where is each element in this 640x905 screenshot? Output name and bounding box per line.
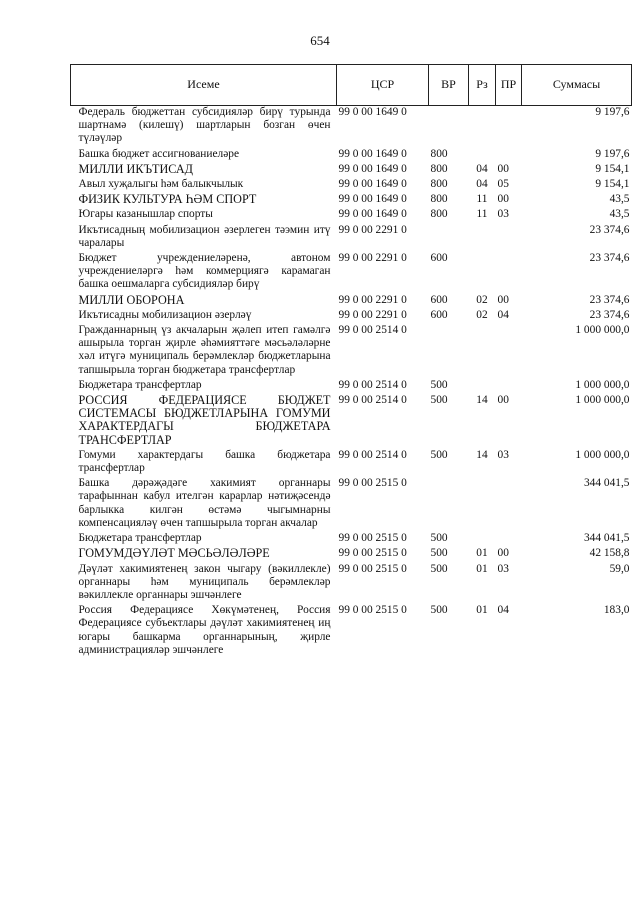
table-row	[71, 449, 632, 477]
row-rz-cell: 01	[476, 604, 488, 617]
row-sum-cell: 9 197,6	[595, 106, 630, 118]
row-vr-cell: 500	[430, 378, 448, 391]
row-rz-cell: 04	[476, 162, 488, 175]
row-pr-cell	[496, 324, 522, 379]
row-name-cell: Гражданнарның үз акчаларын җәлеп итеп гамәлгә ашырыла торган җирле әһәмияттәге мәсьәләләрне хәл итүгә муниципаль берәмлекләр бюджетларына тапшырыла торган бюджетара трансфертлар	[78, 324, 331, 376]
row-rz-cell	[469, 252, 496, 294]
header-name: Исеме	[71, 65, 337, 106]
row-name-cell: РОССИЯ ФЕДЕРАЦИЯСЕ БЮДЖЕТ СИСТЕМАСЫ БЮДЖЕТЛАРЫНА ГОМУМИ ХАРАКТЕРДАГЫ БЮДЖЕТАРА ТРАНСФЕРТЛАР	[78, 393, 331, 447]
row-pr-cell: 03	[497, 562, 509, 575]
row-vr-cell	[429, 224, 469, 252]
row-vr-cell: 500	[430, 448, 448, 461]
row-pr-cell: 03	[497, 208, 509, 221]
row-pr-cell: 00	[497, 162, 509, 175]
row-pr-cell: 00	[497, 293, 509, 306]
table-row	[71, 532, 632, 547]
row-csr-cell: 99 0 00 2291 0	[338, 308, 407, 321]
row-csr-cell: 99 0 00 2514 0	[338, 448, 407, 461]
table-body	[71, 106, 632, 659]
row-csr-cell: 99 0 00 2291 0	[338, 223, 407, 236]
row-rz-cell: 01	[476, 547, 488, 560]
row-name-cell: ФИЗИК КУЛЬТУРА ҺӘМ СПОРТ	[78, 192, 257, 207]
row-vr-cell: 800	[430, 147, 448, 160]
row-sum-cell: 59,0	[609, 562, 630, 575]
row-sum-cell: 42 158,8	[589, 547, 630, 560]
row-pr-cell: 00	[497, 547, 509, 560]
row-name-cell: Башка бюджет ассигнованиеләре	[78, 147, 240, 160]
row-csr-cell: 99 0 00 1649 0	[338, 106, 407, 118]
row-sum-cell: 183,0	[603, 604, 630, 617]
row-pr-cell: 00	[497, 394, 509, 407]
budget-table	[70, 64, 632, 659]
row-vr-cell: 500	[430, 562, 448, 575]
header-csr: ЦСР	[337, 65, 429, 106]
row-sum-cell: 9 154,1	[595, 162, 630, 175]
table-row	[71, 252, 632, 294]
table-row	[71, 547, 632, 562]
row-vr-cell: 500	[430, 532, 448, 545]
row-csr-cell: 99 0 00 2291 0	[338, 293, 407, 306]
row-sum-cell: 23 374,6	[589, 308, 630, 321]
table-row	[71, 224, 632, 252]
table-row	[71, 563, 632, 605]
row-vr-cell: 600	[430, 308, 448, 321]
table-row	[71, 163, 632, 178]
row-pr-cell: 04	[497, 308, 509, 321]
row-sum-cell: 23 374,6	[589, 252, 630, 265]
row-csr-cell: 99 0 00 1649 0	[338, 162, 407, 175]
row-pr-cell: 03	[497, 448, 509, 461]
row-name-cell: ГОМУМДӘҮЛӘТ МӘСЬӘЛӘЛӘРЕ	[78, 546, 270, 561]
row-pr-cell: 04	[497, 604, 509, 617]
row-csr-cell: 99 0 00 1649 0	[338, 178, 407, 191]
row-vr-cell: 800	[430, 162, 448, 175]
table-row	[71, 178, 632, 193]
row-vr-cell	[429, 106, 469, 148]
row-csr-cell: 99 0 00 2515 0	[338, 604, 407, 617]
row-pr-cell	[496, 379, 522, 394]
row-pr-cell	[496, 252, 522, 294]
row-vr-cell: 600	[430, 293, 448, 306]
row-csr-cell: 99 0 00 2514 0	[338, 324, 407, 337]
row-name-cell: Россия Федерациясе Хөкүмәтенең, Россия Федерациясе субъектлары дәүләт хакимиятенең иң югары башкарма органнарының, җирле администрацияләр эшчәнлеге	[78, 604, 331, 656]
row-vr-cell: 500	[430, 604, 448, 617]
row-pr-cell	[496, 224, 522, 252]
row-rz-cell	[469, 532, 496, 547]
row-csr-cell: 99 0 00 2514 0	[338, 378, 407, 391]
row-rz-cell: 11	[476, 193, 488, 206]
row-csr-cell: 99 0 00 1649 0	[338, 208, 407, 221]
table-header	[71, 65, 632, 106]
row-name-cell: Федераль бюджеттан субсидияләр бирү турында шартнамә (килешү) шартларын бозган өчен түләүләр	[78, 106, 331, 145]
row-sum-cell: 1 000 000,0	[575, 394, 630, 407]
table-row	[71, 208, 632, 223]
row-sum-cell: 9 154,1	[595, 178, 630, 191]
row-csr-cell: 99 0 00 1649 0	[338, 193, 407, 206]
row-csr-cell: 99 0 00 2515 0	[338, 547, 407, 560]
row-rz-cell: 14	[476, 448, 488, 461]
row-rz-cell	[469, 324, 496, 379]
row-name-cell: Авыл хуҗалыгы һәм балыкчылык	[78, 178, 244, 191]
header-sum: Суммасы	[522, 65, 632, 106]
table-row	[71, 294, 632, 309]
row-name-cell: Бюджетара трансфертлар	[78, 532, 202, 545]
row-rz-cell	[469, 379, 496, 394]
row-pr-cell	[496, 148, 522, 163]
table-row	[71, 394, 632, 449]
row-sum-cell: 1 000 000,0	[575, 378, 630, 391]
row-name-cell: Югары казанышлар спорты	[78, 208, 213, 221]
row-pr-cell: 05	[497, 178, 509, 191]
row-name-cell: Икътисадны мобилизацион әзерләү	[78, 308, 252, 321]
row-vr-cell: 600	[430, 252, 448, 265]
row-name-cell: МИЛЛИ ОБОРОНА	[78, 292, 185, 307]
row-pr-cell	[496, 532, 522, 547]
row-csr-cell: 99 0 00 1649 0	[338, 147, 407, 160]
row-rz-cell: 01	[476, 562, 488, 575]
row-sum-cell: 344 041,5	[583, 477, 630, 490]
row-rz-cell: 02	[476, 308, 488, 321]
table-row	[71, 604, 632, 659]
header-vr: ВР	[429, 65, 469, 106]
row-vr-cell: 800	[430, 178, 448, 191]
table-row	[71, 477, 632, 532]
row-vr-cell: 800	[430, 193, 448, 206]
row-sum-cell: 23 374,6	[589, 223, 630, 236]
row-name-cell: Гомуми характердагы башка бюджетара трансфертлар	[78, 448, 331, 475]
row-rz-cell	[469, 148, 496, 163]
row-name-cell: Икътисадның мобилизацион әзерлеген тәэмин итү чаралары	[78, 223, 331, 249]
header-rz: Рз	[469, 65, 496, 106]
row-vr-cell	[429, 324, 469, 379]
row-sum-cell: 1 000 000,0	[575, 448, 630, 461]
row-vr-cell: 800	[430, 208, 448, 221]
row-rz-cell: 14	[476, 394, 488, 407]
row-rz-cell	[469, 106, 496, 148]
row-sum-cell: 43,5	[609, 193, 630, 206]
table-row	[71, 148, 632, 163]
row-vr-cell: 500	[430, 547, 448, 560]
row-pr-cell: 00	[497, 193, 509, 206]
row-name-cell: МИЛЛИ ИКЪТИСАД	[78, 161, 193, 176]
header-pr: ПР	[496, 65, 522, 106]
row-name-cell: Бюджет учреждениеләренә, автоном учреждениеләргә һәм коммерциягә карамаган башка оешмаларга субсидияләр бирү	[78, 252, 331, 291]
row-sum-cell: 344 041,5	[583, 532, 630, 545]
row-csr-cell: 99 0 00 2515 0	[338, 477, 407, 490]
row-rz-cell	[469, 477, 496, 532]
table-row	[71, 106, 632, 148]
row-name-cell: Бюджетара трансфертлар	[78, 378, 202, 391]
row-csr-cell: 99 0 00 2515 0	[338, 532, 407, 545]
row-sum-cell: 9 197,6	[595, 147, 630, 160]
row-rz-cell	[469, 224, 496, 252]
row-vr-cell	[429, 477, 469, 532]
table-row	[71, 309, 632, 324]
row-pr-cell	[496, 106, 522, 148]
page-number: 654	[310, 33, 330, 48]
row-csr-cell: 99 0 00 2514 0	[338, 394, 407, 407]
row-rz-cell: 02	[476, 293, 488, 306]
row-name-cell: Башка дәрәҗәдәге хакимият органнары тарафыннан кабул ителгән карарлар нәтиҗәсендә барлыкка килгән өстәмә чыгымнарны компенсацияләү өчен тапшырыла торган акчалар	[78, 477, 331, 529]
row-csr-cell: 99 0 00 2291 0	[338, 252, 407, 265]
row-sum-cell: 1 000 000,0	[575, 324, 630, 337]
row-rz-cell: 04	[476, 178, 488, 191]
table-row	[71, 324, 632, 379]
table-row	[71, 193, 632, 208]
row-csr-cell: 99 0 00 2515 0	[338, 562, 407, 575]
row-sum-cell: 43,5	[609, 208, 630, 221]
row-vr-cell: 500	[430, 394, 448, 407]
table-row	[71, 379, 632, 394]
row-pr-cell	[496, 477, 522, 532]
row-sum-cell: 23 374,6	[589, 293, 630, 306]
row-name-cell: Дәүләт хакимиятенең закон чыгару (вәкиллекле) органнары һәм муниципаль берәмлекләр вәкиллекле органнары эшчәнлеге	[78, 562, 331, 601]
row-rz-cell: 11	[476, 208, 488, 221]
